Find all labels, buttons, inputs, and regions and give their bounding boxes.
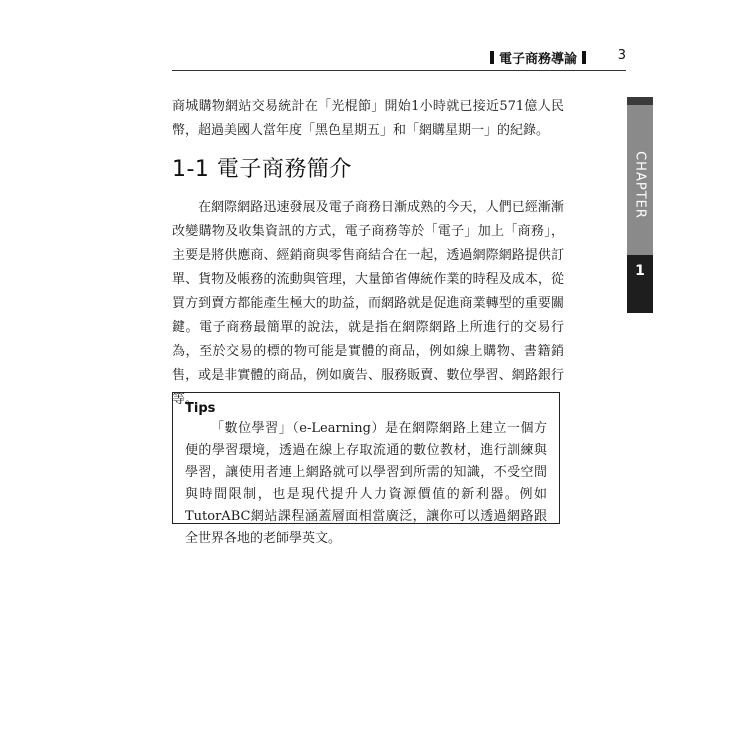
section-title: 1-1 電子商務簡介 — [172, 157, 352, 182]
page-number: 3 — [617, 48, 626, 63]
chapter-number: 1 — [635, 263, 645, 279]
chapter-number-box — [627, 255, 653, 313]
tips-box — [172, 392, 560, 546]
intro-paragraph: 商城購物網站交易統計在「光棍節」開始1小時就已接近571億人民幣，超過美國人當年度「黑色星期五」和「網購星期一」的紀錄。 — [172, 99, 564, 138]
header-bar-right — [582, 51, 586, 64]
tips-text: 「數位學習」（e-Learning）是在網際網路上建立一個方便的學習環境，透過在線上存取流通的數位教材，進行訓練與學習，讓使用者連上網路就可以學習到所需的知識，不受空間與時間限制，也是現代提升人力資源價值的新利器。例如TutorABC網站課程涵蓋層面相當廣泛，讓你可以透過網路跟全世界各地的老師學英文。 — [185, 421, 547, 546]
header-bar-left — [490, 51, 494, 64]
running-header — [172, 44, 626, 71]
section-body-paragraph: 在網際網路迅速發展及電子商務日漸成熟的今天，人們已經漸漸改變購物及收集資訊的方式，電子商務等於「電子」加上「商務」，主要是將供應商、經銷商與零售商結合在一起，透過網際網路提供訂單、貨物及帳務的流動與管理，大量節省傳統作業的時程及成本，從買方到賣方都能產生極大的助益，而網路就是促進商業轉型的重要關鍵。電子商務最簡單的說法，就是指在網際網路上所進行的交易行為，至於交易的標的物可能是實體的商品，例如線上購物、書籍銷售，或是非實體的商品，例如廣告、服務販賣、數位學習、網路銀行等。 — [172, 200, 564, 407]
header-title-text: 電子商務導論 — [498, 52, 577, 67]
running-header-title — [490, 48, 586, 67]
tips-label: Tips — [185, 401, 216, 416]
chapter-tab — [627, 97, 653, 313]
chapter-label: CHAPTER — [632, 151, 648, 219]
